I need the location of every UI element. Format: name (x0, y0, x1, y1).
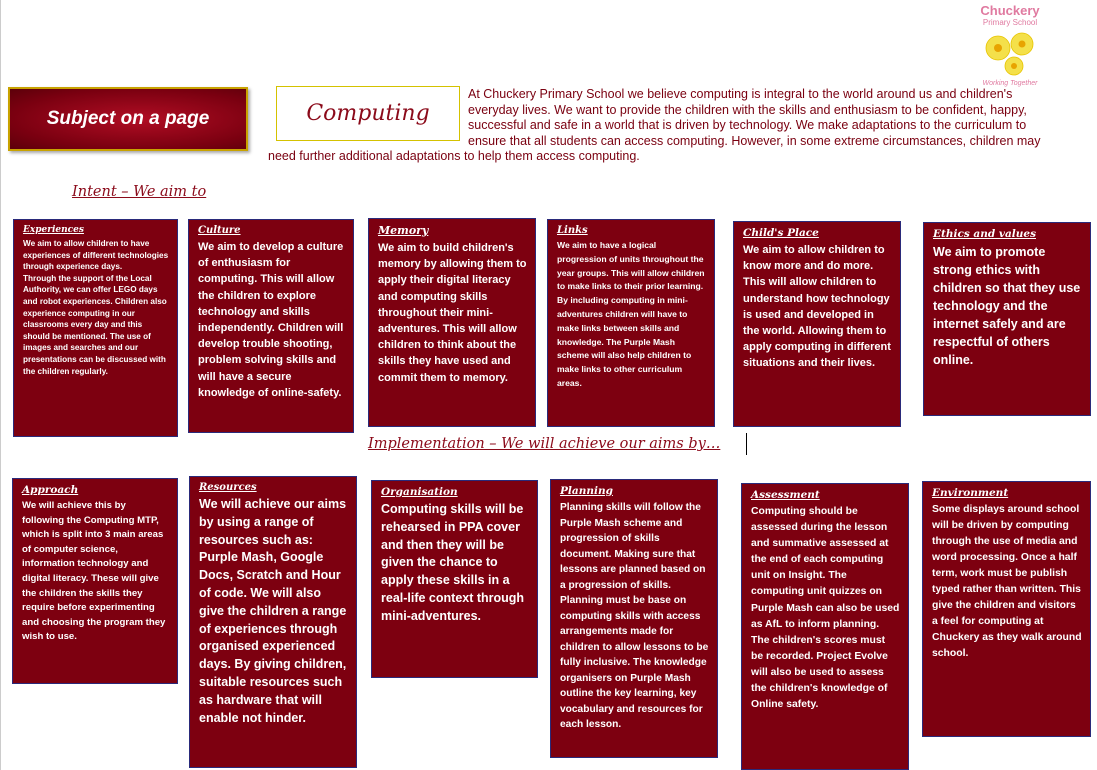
card-body: Planning skills will follow the Purple Mash scheme and progression of skills document. Making sure that lessons are planned based on a progression of skills. Planning must be base on computing skills with access arrangements made for children to allow lessons to be fully inclusive. The knowledge organisers on Purple Mash outline the key learning, key vocabulary and resources for each lesson. (560, 502, 709, 730)
intent-card-experiences (13, 219, 178, 437)
card-title: Organisation (381, 486, 458, 498)
implementation-heading: Implementation – We will achieve our aims by… (368, 436, 721, 452)
card-body: We aim to develop a culture of enthusiasm for computing. This will allow the children to explore technology and skills independently. Children will develop trouble shooting, problem solving skills and will have a secure knowledge of online-safety. (198, 241, 344, 399)
logo-motto: Working Together (982, 80, 1038, 87)
intent-card-memory (368, 218, 536, 427)
card-body: Computing should be assessed during the lesson and summative assessed at the end of each computing unit on Insight. The computing unit quizzes on Purple Mash can also be used as AfL to inform planning. The children's scores must be recorded. Project Evolve will also be used to assess the children's knowledge of Online safety. (751, 506, 900, 711)
school-logo (970, 4, 1050, 96)
card-body: We aim to build children's memory by allowing them to apply their digital literacy and computing skills throughout their mini-adventures. This will allow children to think about the skills they have used and commit them to memory. (378, 242, 527, 384)
card-body: We aim to have a logical progression of units throughout the year groups. This will allow children to make links to their prior learning. By including computing in mini-adventures children will have to make links between skills and knowledge. The Purple Mash scheme will also help children to make links to other curriculum areas. (557, 240, 705, 388)
intent-card-culture (188, 219, 354, 433)
text-cursor (746, 433, 747, 455)
logo-subtitle: Primary School (982, 18, 1038, 27)
card-title: Planning (560, 485, 613, 497)
subject-banner-label: Subject on a page (46, 108, 210, 129)
intro-paragraph (268, 87, 1058, 165)
card-title: Resources (199, 482, 257, 493)
intro-spacer (268, 87, 468, 149)
card-title: Ethics and values (933, 228, 1036, 240)
subject-banner (8, 87, 248, 151)
card-title: Experiences (23, 225, 84, 235)
impl-card-approach (12, 478, 178, 684)
impl-card-planning (550, 479, 718, 758)
card-title: Approach (22, 484, 79, 496)
intent-card-ethics (923, 222, 1091, 416)
impl-card-organisation (371, 480, 538, 678)
card-body: We aim to allow children to know more and do more. This will allow children to understand how technology is used and developed in the world. Allowing them to apply computing in different situations and their lives. (743, 244, 891, 370)
card-body: Some displays around school will be driven by computing through the use of media and word processing. Once a half term, work must be publish typed rather than written. This give the children and visitors a feel for computing at Chuckery as they walk around school. (932, 504, 1082, 659)
logo-name: Chuckery (980, 3, 1040, 18)
card-body: We aim to promote strong ethics with children so that they use technology and the internet safely and are respectful of others online. (933, 245, 1081, 367)
impl-card-assessment (741, 483, 909, 770)
subject-title: Computing (306, 101, 430, 126)
intent-card-childs-place (733, 221, 901, 427)
intro-text: At Chuckery Primary School we believe computing is integral to the world around us and children's everyday lives. We want to provide the children with the skills and enthusiasm to be confident, happy, successful and safe in a world that is driven by technology. We make adaptations to the curriculum to ensure that all students can access computing. However, in some extreme circumstances, children may need further additional adaptations to help them access computing. (268, 87, 1041, 163)
card-title: Child's Place (743, 227, 819, 239)
card-title: Links (557, 225, 588, 236)
card-title: Memory (378, 224, 429, 237)
card-title: Environment (932, 487, 1009, 499)
card-title: Assessment (751, 489, 820, 501)
card-body: We aim to allow children to have experiences of different technologies through experience days. Through the support of the Local Authority, we can offer LEGO days and robot experiences. Children also experience computing in our classrooms every day and this should be mentioned. The use of images and searches and our presentations can be discussed with the children regularly. (23, 239, 169, 376)
card-body: We will achieve our aims by using a range of resources such as: Purple Mash, Google Docs, Scratch and Hour of code. We will also give the children a range of experiences through organised experienced days. By giving children, suitable resources such as hardware that will enable not hinder. (199, 497, 347, 725)
card-title: Culture (198, 225, 241, 236)
sunflower-icon (978, 28, 1042, 78)
card-body: We will achieve this by following the Computing MTP, which is split into 3 main areas of computer science, information technology and digital literacy. These will give the children the skills they require before experimenting and choosing the program they wish to use. (22, 500, 166, 643)
intent-card-links (547, 219, 715, 427)
page-edge (0, 0, 1, 770)
impl-card-resources (189, 476, 357, 768)
intent-heading: Intent – We aim to (72, 184, 207, 200)
impl-card-environment (922, 481, 1091, 737)
card-body: Computing skills will be rehearsed in PPA cover and then they will be given the chance to apply these skills in a real-life context through mini-adventures. (381, 502, 525, 623)
